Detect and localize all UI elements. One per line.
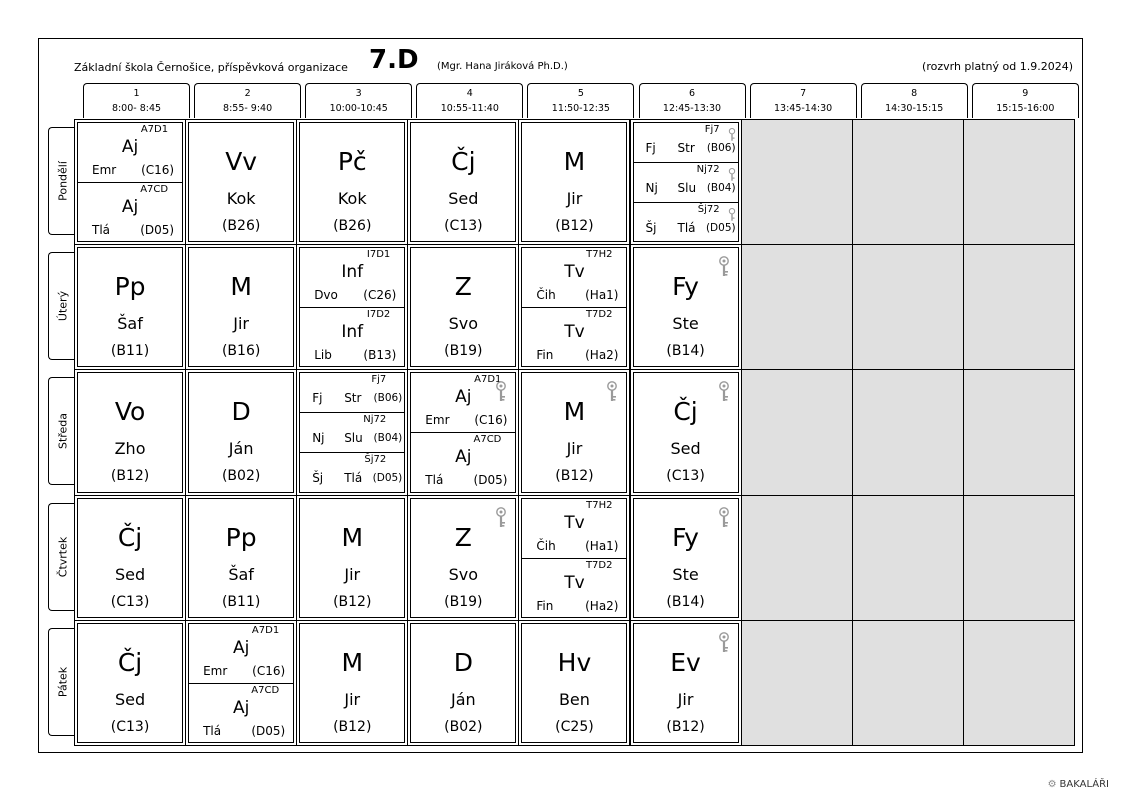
group-code: Fj7 <box>371 374 387 386</box>
lesson-box <box>188 247 294 367</box>
empty-slot <box>741 369 853 495</box>
group-lesson-top <box>522 499 626 559</box>
group-lesson-top <box>522 248 626 308</box>
lesson-room: (C25) <box>555 718 594 735</box>
lesson-box <box>521 122 627 242</box>
lesson-teacher: Sed <box>448 189 479 208</box>
group-lesson-bottom <box>189 684 293 743</box>
lesson-box <box>188 122 294 242</box>
lesson-cell[interactable] <box>518 495 630 621</box>
lesson-box <box>633 247 739 367</box>
lesson-subject: Fy <box>672 522 699 552</box>
lesson-box <box>188 372 294 492</box>
lesson-box <box>410 498 516 618</box>
lesson-room: (D05) <box>140 223 175 237</box>
empty-slot <box>852 119 964 245</box>
lesson-teacher: Zho <box>114 439 146 459</box>
period-time: 8:00- 8:45 <box>111 103 162 114</box>
lesson-teacher: Slu <box>344 431 363 446</box>
group-lesson-1 <box>634 123 738 163</box>
lesson-room: (C16) <box>252 663 286 678</box>
lesson-subject: Ev <box>670 647 701 677</box>
lesson-cell[interactable] <box>74 119 186 245</box>
lesson-box <box>633 122 739 242</box>
lesson-room: (B02) <box>221 468 261 485</box>
period-time: 11:50-12:35 <box>551 103 610 114</box>
lesson-teacher: Šaf <box>228 564 254 584</box>
lesson-cell[interactable] <box>185 119 297 245</box>
group-code: I7D2 <box>366 309 391 321</box>
lesson-room: (B14) <box>666 343 705 360</box>
day-name: Úterý <box>56 291 69 322</box>
lesson-box <box>299 122 405 242</box>
lesson-room: (B02) <box>444 718 483 735</box>
key-icon <box>718 632 730 658</box>
lesson-teacher: Tlá <box>425 473 444 488</box>
lesson-subject: Aj <box>121 137 139 157</box>
lesson-subject: Fj <box>312 391 323 406</box>
lesson-box <box>410 623 516 743</box>
lesson-subject: Aj <box>232 697 250 718</box>
lesson-box <box>633 372 739 492</box>
period-number: 9 <box>1022 88 1029 99</box>
lesson-subject: M <box>341 647 364 677</box>
lesson-room: (B06) <box>373 392 403 405</box>
lesson-teacher: Ste <box>672 314 699 334</box>
lesson-cell[interactable] <box>296 495 408 621</box>
period-header-6 <box>639 83 746 118</box>
lesson-room: (Ha1) <box>585 538 619 553</box>
lesson-room: (B14) <box>666 593 705 610</box>
group-code: A7CD <box>140 184 169 195</box>
lesson-room: (B12) <box>555 468 594 485</box>
group-lesson-2 <box>300 413 404 453</box>
lesson-room: (C26) <box>363 288 397 303</box>
lesson-teacher: Lib <box>314 348 332 363</box>
lesson-box <box>188 623 294 743</box>
group-lesson-1 <box>300 373 404 413</box>
period-header-9 <box>972 83 1079 118</box>
period-number: 8 <box>911 88 918 99</box>
lesson-box <box>410 372 516 492</box>
key-icon <box>495 381 507 407</box>
lesson-subject: D <box>231 397 251 427</box>
lesson-cell[interactable] <box>185 620 297 746</box>
group-code: A7D1 <box>140 124 169 135</box>
lesson-teacher: Fin <box>536 348 554 363</box>
lesson-room: (B16) <box>221 343 261 360</box>
lesson-room: (B11) <box>110 343 150 360</box>
lesson-teacher: Šaf <box>117 314 143 334</box>
lesson-teacher: Ste <box>672 564 699 584</box>
empty-slot <box>963 620 1075 746</box>
lesson-room: (B04) <box>373 432 403 445</box>
day-tab-3 <box>48 377 76 485</box>
class-teacher: (Mgr. Hana Jiráková Ph.D.) <box>437 61 568 72</box>
lesson-cell[interactable] <box>630 369 742 495</box>
lesson-cell[interactable] <box>74 244 186 370</box>
class-name: 7.D <box>369 45 419 75</box>
lesson-room: (C13) <box>444 218 483 234</box>
lesson-box <box>410 122 516 242</box>
group-code: A7CD <box>473 434 502 446</box>
period-time: 14:30-15:15 <box>885 103 944 114</box>
empty-slot <box>852 620 964 746</box>
lesson-subject: Čj <box>117 647 143 677</box>
lesson-room: (B12) <box>333 593 372 610</box>
group-lesson-bottom <box>522 308 626 367</box>
group-lesson-bottom <box>300 308 404 367</box>
lesson-box <box>521 372 627 492</box>
lesson-subject: Fj <box>645 141 656 155</box>
lesson-teacher: Kok <box>226 189 256 208</box>
lesson-subject: Tv <box>564 322 585 343</box>
lesson-subject: Vo <box>114 397 146 427</box>
lesson-teacher: Jir <box>344 564 361 584</box>
group-lesson-top <box>300 248 404 308</box>
lesson-teacher: Tlá <box>203 723 222 738</box>
day-name: Středa <box>56 413 69 450</box>
lesson-room: (B26) <box>221 218 261 234</box>
key-icon <box>718 507 730 533</box>
group-lesson-top <box>78 123 182 183</box>
period-number: 2 <box>244 88 251 99</box>
school-name: Základní škola Černošice, příspěvková organizace <box>74 61 348 74</box>
group-code: I7D1 <box>366 249 391 261</box>
group-code: Nj72 <box>363 414 387 426</box>
lesson-subject: Tv <box>564 512 585 533</box>
period-number: 6 <box>688 88 696 99</box>
lesson-room: (C16) <box>141 163 175 177</box>
empty-slot <box>741 495 853 621</box>
empty-slot <box>963 119 1075 245</box>
period-header-1 <box>83 83 190 118</box>
group-code: A7D1 <box>251 624 280 636</box>
key-icon <box>728 127 736 146</box>
lesson-cell[interactable] <box>630 620 742 746</box>
lesson-subject: Inf <box>341 262 364 283</box>
group-lesson-3 <box>300 453 404 492</box>
lesson-cell[interactable] <box>518 244 630 370</box>
empty-slot <box>963 244 1075 370</box>
lesson-teacher: Jir <box>233 314 250 334</box>
lesson-room: (C16) <box>474 413 508 428</box>
group-lesson-2 <box>634 163 738 203</box>
group-code: T7H2 <box>586 249 613 261</box>
period-header-3 <box>305 83 412 118</box>
lesson-box <box>410 247 516 367</box>
period-header-8 <box>861 83 968 118</box>
lesson-teacher: Ján <box>451 689 476 709</box>
group-code: T7D2 <box>585 309 613 321</box>
group-lesson-bottom <box>78 183 182 242</box>
lesson-subject: Šj <box>645 221 657 235</box>
group-lesson-bottom <box>411 433 515 492</box>
brand-label: BAKALÁŘI <box>1059 779 1109 790</box>
period-header-4 <box>416 83 523 118</box>
period-header-2 <box>194 83 301 118</box>
lesson-box <box>77 498 183 618</box>
lesson-subject: Z <box>454 522 472 552</box>
key-icon <box>606 381 618 407</box>
lesson-cell[interactable] <box>630 495 742 621</box>
group-lesson-bottom <box>522 559 626 618</box>
key-icon <box>495 507 507 533</box>
period-number: 4 <box>466 88 473 99</box>
lesson-cell[interactable] <box>74 620 186 746</box>
period-number: 1 <box>133 88 140 99</box>
lesson-teacher: Svo <box>448 314 479 334</box>
lesson-subject: Vv <box>225 147 258 176</box>
lesson-teacher: Tlá <box>677 221 696 235</box>
lesson-subject: Fy <box>672 272 699 302</box>
validity-date: (rozvrh platný od 1.9.2024) <box>922 60 1073 73</box>
lesson-room: (B19) <box>444 593 483 610</box>
lesson-box <box>521 623 627 743</box>
lesson-teacher: Tlá <box>92 223 111 237</box>
lesson-box <box>521 247 627 367</box>
group-code: Fj7 <box>704 124 720 135</box>
lesson-teacher: Str <box>677 141 695 155</box>
empty-slot <box>852 244 964 370</box>
empty-slot <box>741 620 853 746</box>
lesson-cell[interactable] <box>518 620 630 746</box>
lesson-teacher: Ben <box>558 689 590 709</box>
lesson-room: (C13) <box>110 718 150 735</box>
lesson-box <box>77 122 183 242</box>
group-code: Nj72 <box>696 164 720 175</box>
period-number: 7 <box>800 88 807 99</box>
lesson-teacher: Sed <box>114 564 146 584</box>
day-tab-5 <box>48 628 76 736</box>
lesson-subject: Pč <box>337 147 367 176</box>
lesson-subject: Aj <box>121 197 139 217</box>
lesson-subject: Pp <box>114 272 146 302</box>
empty-slot <box>741 244 853 370</box>
lesson-cell[interactable] <box>185 369 297 495</box>
lesson-teacher: Dvo <box>314 288 338 303</box>
lesson-subject: Šj <box>312 471 324 486</box>
group-code: A7D1 <box>474 374 502 386</box>
period-time: 10:55-11:40 <box>440 103 499 114</box>
lesson-subject: Hv <box>557 647 592 677</box>
lesson-teacher: Str <box>344 391 362 406</box>
lesson-cell[interactable] <box>630 244 742 370</box>
lesson-cell[interactable] <box>185 495 297 621</box>
lesson-teacher: Jir <box>566 189 583 208</box>
empty-slot <box>963 369 1075 495</box>
lesson-subject: Čj <box>117 522 143 552</box>
lesson-cell[interactable] <box>518 119 630 245</box>
lesson-box <box>633 623 739 743</box>
lesson-box <box>521 498 627 618</box>
lesson-room: (B19) <box>444 343 483 360</box>
group-code: A7CD <box>251 684 280 696</box>
lesson-room: (D05) <box>251 723 286 738</box>
lesson-box <box>77 372 183 492</box>
lesson-room: (D05) <box>372 472 403 485</box>
empty-slot <box>741 119 853 245</box>
bakalari-brand <box>1048 779 1109 790</box>
lesson-teacher: Emr <box>203 663 228 678</box>
lesson-box <box>299 372 405 492</box>
lesson-cell[interactable] <box>296 369 408 495</box>
lesson-cell[interactable] <box>74 495 186 621</box>
lesson-subject: Aj <box>232 637 250 658</box>
lesson-room: (B12) <box>555 218 594 234</box>
lesson-cell[interactable] <box>296 119 408 245</box>
lesson-cell[interactable] <box>185 244 297 370</box>
lesson-cell[interactable] <box>630 119 742 245</box>
lesson-room: (D05) <box>705 222 736 234</box>
period-time: 15:15-16:00 <box>996 103 1055 114</box>
lesson-room: (B26) <box>333 218 372 234</box>
period-header-5 <box>527 83 634 118</box>
lesson-subject: M <box>563 397 586 427</box>
group-code: T7D2 <box>585 559 613 571</box>
lesson-teacher: Slu <box>677 181 697 195</box>
lesson-room: (B13) <box>363 348 397 363</box>
lesson-teacher: Čih <box>536 288 556 303</box>
day-name: Čtvrtek <box>56 536 69 577</box>
lesson-cell[interactable] <box>407 369 519 495</box>
lesson-room: (D05) <box>473 473 508 488</box>
lesson-teacher: Tlá <box>344 471 363 486</box>
lesson-room: (B06) <box>706 142 736 154</box>
day-name: Pátek <box>56 666 69 697</box>
lesson-teacher: Sed <box>670 439 701 459</box>
lesson-subject: M <box>563 147 586 176</box>
lesson-box <box>77 623 183 743</box>
empty-slot <box>852 495 964 621</box>
lesson-subject: Inf <box>341 322 364 343</box>
lesson-teacher: Kok <box>337 189 367 208</box>
lesson-box <box>77 247 183 367</box>
key-icon <box>728 207 736 226</box>
lesson-subject: Čj <box>451 147 476 176</box>
key-icon <box>718 381 730 407</box>
lesson-cell[interactable] <box>407 244 519 370</box>
period-number: 3 <box>355 88 362 99</box>
lesson-box <box>299 247 405 367</box>
day-name: Pondělí <box>56 161 69 201</box>
gear-icon: ⚙ <box>1047 779 1057 790</box>
empty-slot <box>963 495 1075 621</box>
lesson-cell[interactable] <box>74 369 186 495</box>
lesson-subject: Tv <box>564 262 585 283</box>
period-number: 5 <box>577 88 584 99</box>
period-time: 12:45-13:30 <box>662 103 722 114</box>
period-time: 13:45-14:30 <box>774 103 833 114</box>
lesson-subject: Aj <box>455 447 472 468</box>
day-tab-1 <box>48 127 76 235</box>
group-code: Šj72 <box>364 454 387 466</box>
lesson-subject: Nj <box>645 181 658 195</box>
day-tab-4 <box>48 503 76 611</box>
lesson-teacher: Ján <box>228 439 254 459</box>
lesson-cell[interactable] <box>296 244 408 370</box>
lesson-room: (B04) <box>706 182 736 194</box>
lesson-subject: Čj <box>673 397 698 427</box>
lesson-teacher: Sed <box>114 689 146 709</box>
group-lesson-3 <box>634 203 738 242</box>
lesson-subject: Tv <box>564 572 585 593</box>
lesson-room: (B12) <box>666 718 705 735</box>
period-time: 10:00-10:45 <box>329 103 388 114</box>
lesson-subject: Z <box>454 272 472 302</box>
lesson-teacher: Emr <box>425 413 450 428</box>
lesson-cell[interactable] <box>296 620 408 746</box>
lesson-box <box>188 498 294 618</box>
lesson-room: (Ha2) <box>585 598 619 613</box>
lesson-room: (B12) <box>110 468 150 485</box>
period-time: 8:55- 9:40 <box>223 103 273 114</box>
lesson-subject: Pp <box>225 522 257 552</box>
lesson-teacher: Emr <box>92 163 117 177</box>
lesson-cell[interactable] <box>407 119 519 245</box>
key-icon <box>728 167 736 186</box>
lesson-room: (B12) <box>333 718 372 735</box>
lesson-subject: D <box>453 647 473 677</box>
lesson-cell[interactable] <box>407 495 519 621</box>
key-icon <box>718 256 730 282</box>
lesson-room: (B11) <box>221 593 261 610</box>
lesson-subject: M <box>341 522 364 552</box>
lesson-room: (Ha1) <box>585 288 619 303</box>
lesson-cell[interactable] <box>518 369 630 495</box>
lesson-teacher: Jir <box>566 439 583 459</box>
period-header-7 <box>750 83 857 118</box>
group-code: Šj72 <box>697 204 720 215</box>
empty-slot <box>852 369 964 495</box>
lesson-teacher: Fin <box>536 598 554 613</box>
lesson-teacher: Jir <box>677 689 694 709</box>
lesson-teacher: Čih <box>536 538 556 553</box>
group-lesson-top <box>189 624 293 684</box>
group-code: T7H2 <box>586 499 613 511</box>
lesson-teacher: Svo <box>448 564 479 584</box>
lesson-box <box>299 498 405 618</box>
lesson-teacher: Jir <box>344 689 361 709</box>
lesson-subject: M <box>230 272 252 302</box>
lesson-room: (C13) <box>666 468 705 485</box>
lesson-box <box>633 498 739 618</box>
lesson-subject: Aj <box>455 387 472 408</box>
lesson-subject: Nj <box>312 431 325 446</box>
lesson-cell[interactable] <box>407 620 519 746</box>
lesson-box <box>299 623 405 743</box>
lesson-room: (C13) <box>110 593 150 610</box>
day-tab-2 <box>48 252 76 360</box>
lesson-room: (Ha2) <box>585 348 619 363</box>
